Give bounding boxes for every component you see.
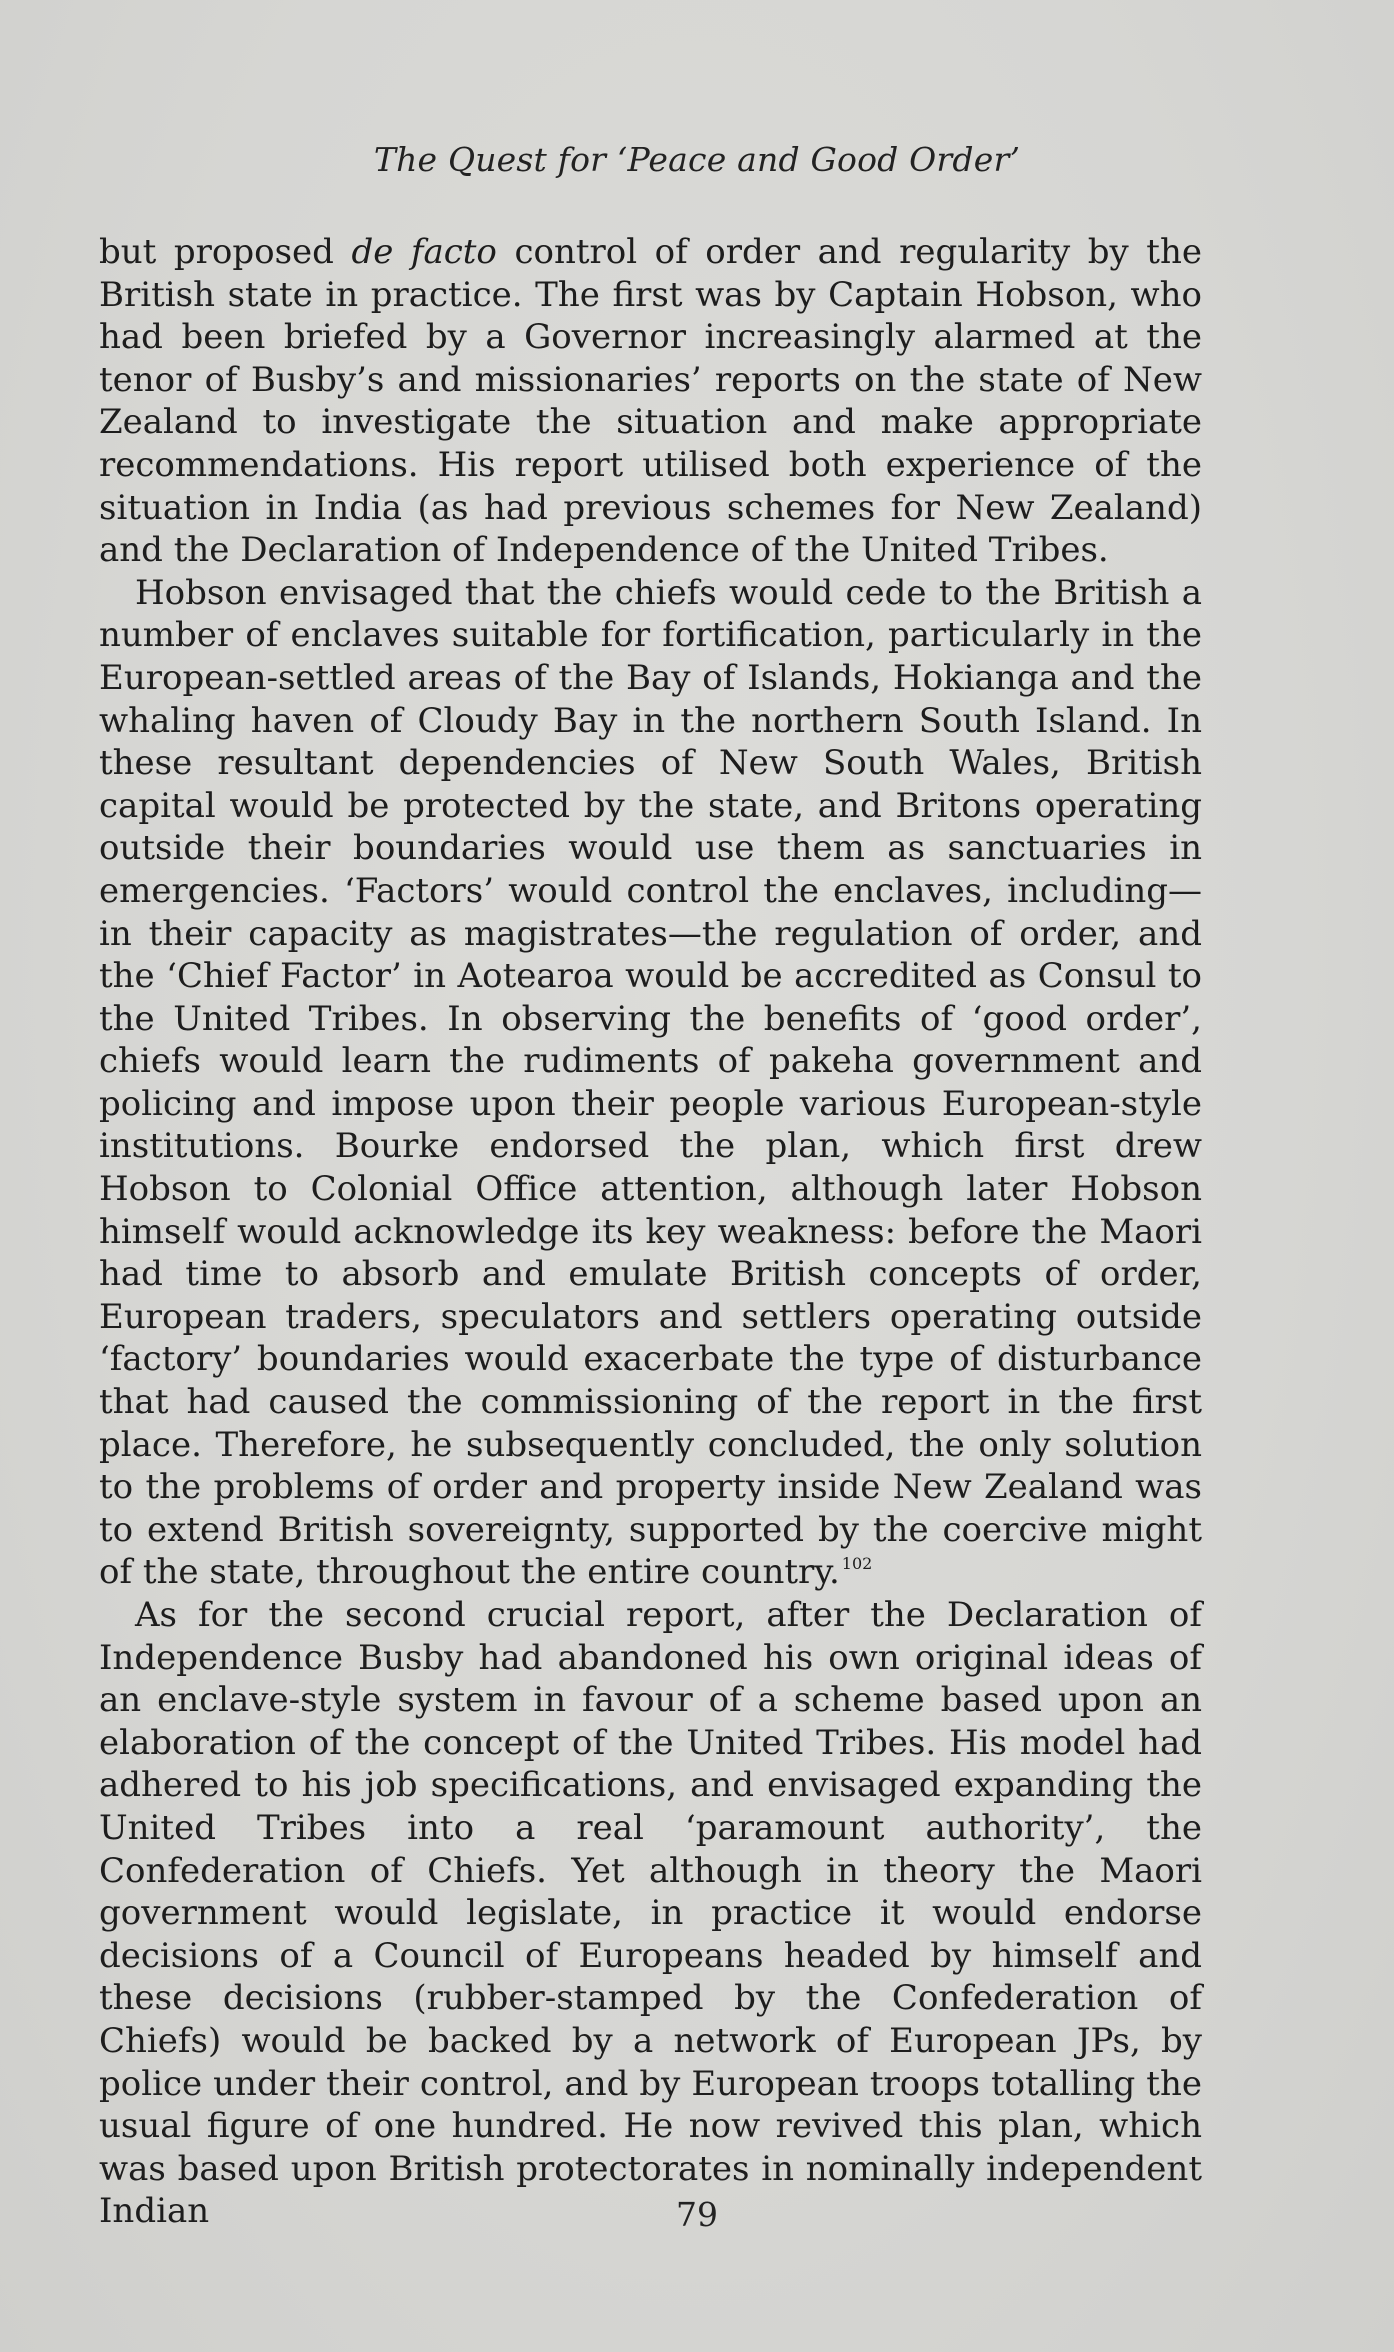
- footnote-marker: 102: [841, 1554, 873, 1574]
- body-text: [99, 231, 1202, 2233]
- page-number: 79: [676, 2195, 718, 2234]
- paragraph-1-text-rest: control of order and regularity by the British state in practice. The first was by Captain Hobson, who had been briefed by a Governor increasingly alarmed at the tenor of Busby’s and missionaries’ reports on the state of New Zealand to investigate the situation and make appropriate recommendations. His report utilised both experience of the situation in India (as had previous schemes for New Zealand) and the Declaration of Independence of the United Tribes.: [99, 232, 1202, 571]
- paragraph-2: [99, 572, 1202, 1594]
- paragraph-2-text: Hobson envisaged that the chiefs would cede to the British a number of enclaves suitable for fortification, particularly in the European-settled areas of the Bay of Islands, Hokianga and the whaling haven of Cloudy Bay in the northern South Island. In these resultant dependencies of New South Wales, British capital would be protected by the state, and Britons operating outside their boundaries would use them as sanctuaries in emergencies. ‘Factors’ would control the enclaves, including—in their capacity as magistrates—the regulation of order, and the ‘Chief Factor’ in Aotearoa would be accredited as Consul to the United Tribes. In observing the benefits of ‘good order’, chiefs would learn the rudiments of pakeha government and policing and impose upon their people various European-style institutions. Bourke endorsed the plan, which first drew Hobson to Colonial Office attention, although later Hobson himself would acknowledge its key weakness: before the Maori had time to absorb and emulate British concepts of order, European traders, speculators and settlers operating outside ‘factory’ boundaries would exacerbate the type of disturbance that had caused the commissioning of the report in the first place. Therefore, he subsequently concluded, the only solution to the problems of order and property inside New Zealand was to extend British sovereignty, supported by the coercive might of the state, throughout the entire country.: [99, 572, 1202, 1593]
- paragraph-3: [99, 1594, 1202, 2233]
- paragraph-1-text-start: but proposed: [99, 232, 352, 272]
- paragraph-3-text: As for the second crucial report, after the Declaration of Independence Busby had abandoned his own original ideas of an enclave-style system in favour of a scheme based upon an elaboration of the concept of the United Tribes. His model had adhered to his job specifications, and envisaged expanding the United Tribes into a real ‘paramount authority’, the Confederation of Chiefs. Yet although in theory the Maori government would legislate, in practice it would endorse decisions of a Council of Europeans headed by himself and these decisions (rubber-stamped by the Confederation of Chiefs) would be backed by a network of European JPs, by police under their control, and by European troops totalling the usual figure of one hundred. He now revived this plan, which was based upon British protectorates in nominally independent Indian: [99, 1595, 1202, 2232]
- paragraph-1: [99, 231, 1202, 572]
- italic-term: de facto: [351, 232, 497, 272]
- running-head: The Quest for ‘Peace and Good Order’: [373, 140, 1021, 179]
